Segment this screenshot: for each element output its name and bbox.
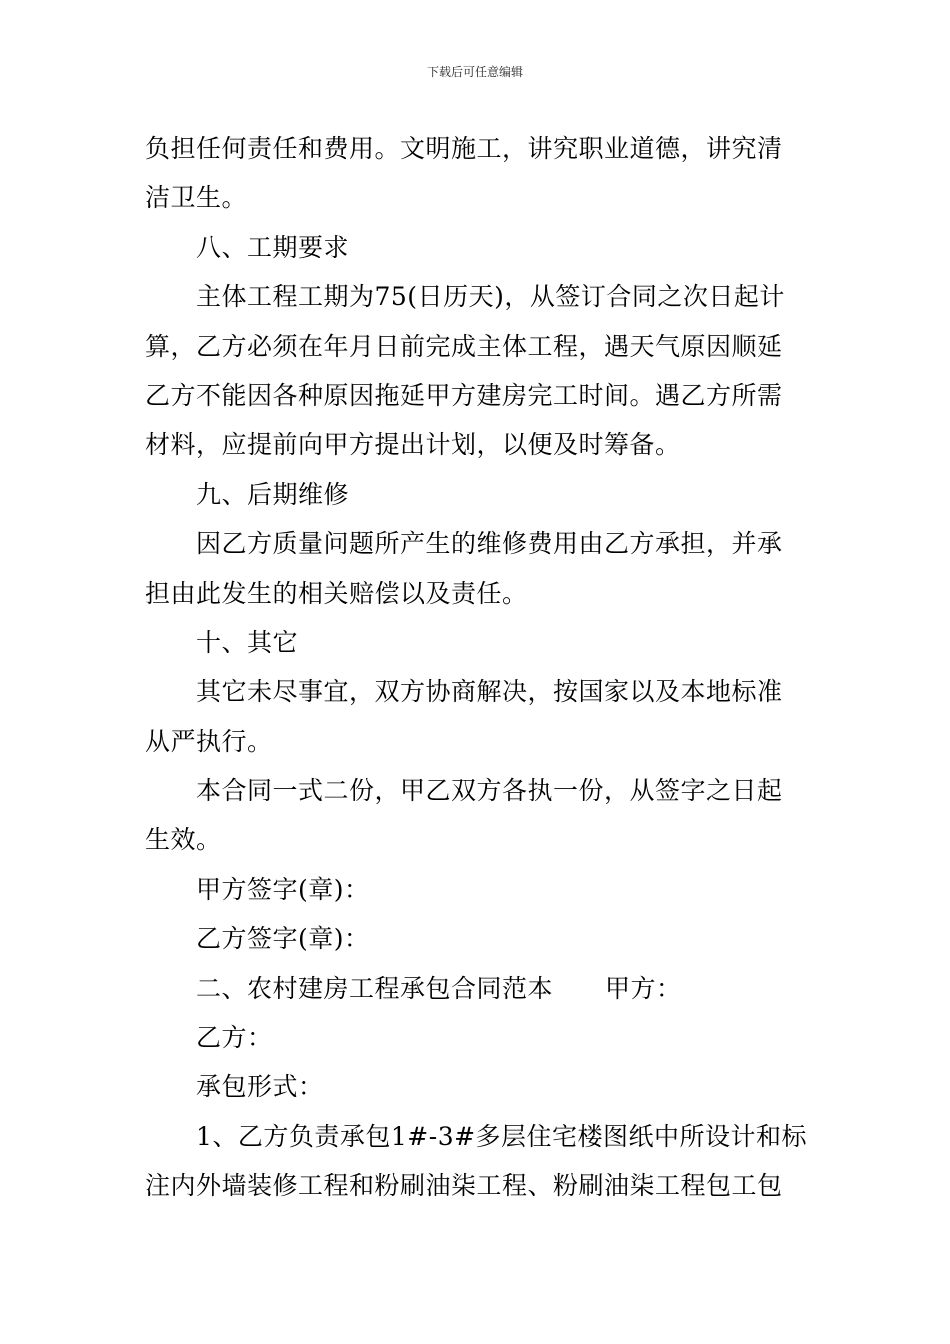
body-line: 生效。 [145, 825, 222, 855]
party-a-label: 甲方： [605, 973, 682, 1003]
body-line: 算，乙方必须在年月日前完成主体工程，遇天气原因顺延 [145, 331, 783, 361]
body-line: 其它未尽事宜，双方协商解决，按国家以及本地标准 [196, 677, 783, 707]
section-heading-maintenance: 九、后期维修 [196, 479, 350, 509]
section-heading-schedule: 八、工期要求 [196, 232, 350, 262]
body-line: 担由此发生的相关赔偿以及责任。 [145, 578, 528, 608]
body-line: 注内外墙装修工程和粉刷油柒工程、粉刷油柒工程包工包 [145, 1171, 783, 1201]
body-line: 1、乙方负责承包1#-3#多层住宅楼图纸中所设计和标 [196, 1121, 808, 1151]
body-line: 洁卫生。 [145, 183, 248, 213]
section-heading-other: 十、其它 [196, 627, 299, 657]
body-line: 材料，应提前向甲方提出计划，以便及时筹备。 [145, 430, 681, 460]
body-line: 乙方不能因各种原因拖延甲方建房完工时间。遇乙方所需 [145, 380, 783, 410]
contract-title: 二、农村建房工程承包合同范本 [196, 973, 554, 1003]
page-header: 下载后可任意编辑 [426, 65, 523, 79]
body-line: 因乙方质量问题所产生的维修费用由乙方承担，并承 [196, 529, 783, 559]
document-body [145, 124, 807, 1211]
body-line: 负担任何责任和费用。文明施工，讲究职业道德，讲究清 [145, 134, 783, 163]
party-a-signature: 甲方签字(章)： [196, 874, 370, 904]
body-line: 本合同一式二份，甲乙双方各执一份，从签字之日起 [196, 776, 783, 806]
party-b-label: 乙方： [196, 1023, 273, 1053]
party-b-signature: 乙方签字(章)： [196, 924, 370, 954]
body-line: 从严执行。 [145, 726, 273, 756]
contract-title-line [145, 964, 807, 1013]
body-line: 主体工程工期为75(日历天)，从签订合同之次日起计 [196, 282, 785, 312]
contract-form-label: 承包形式： [196, 1072, 324, 1102]
